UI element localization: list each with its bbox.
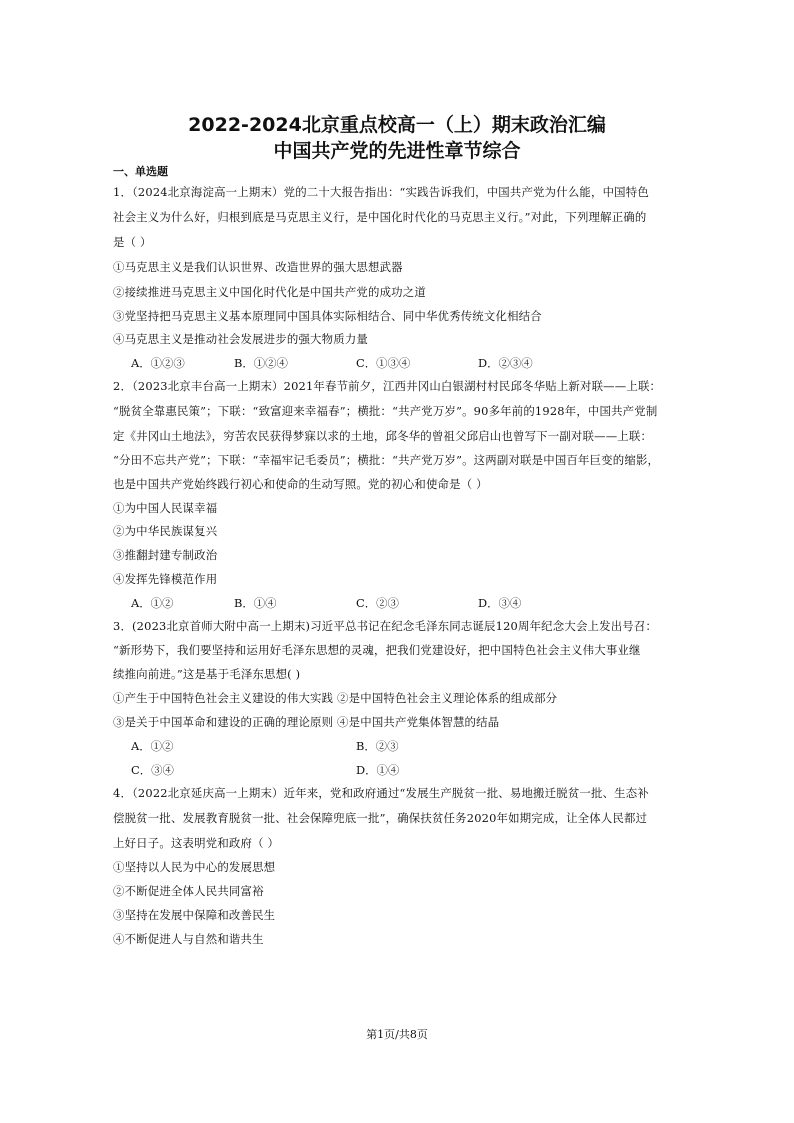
question-1-line: ①马克思主义是我们认识世界、改造世界的强大思想武器 [113, 260, 403, 274]
question-1-line: ②接续推进马克思主义中国化时代化是中国共产党的成功之道 [113, 285, 426, 299]
question-3-line: ③是关于中国革命和建设的正确的理论原则 ④是中国共产党集体智慧的结晶 [113, 715, 500, 729]
question-2-line: 定《井冈山土地法》，穷苦农民获得梦寐以求的土地，邱冬华的曾祖父邱启山也曾写下一副对联——上联： [113, 429, 653, 443]
question-2-line: ①为中国人民谋幸福 [113, 501, 218, 515]
question-3-option: A．①② [131, 739, 174, 753]
question-3-line: 续推向前进。”这是基于毛泽东思想( ) [113, 667, 301, 681]
question-3-line: ①产生于中国特色社会主义建设的伟大实践 ②是中国特色社会主义理论体系的组成部分 [113, 691, 558, 705]
question-4-line: ③坚持在发展中保障和改善民生 [113, 908, 276, 922]
page-number: 第1页/共8页 [366, 1028, 428, 1041]
question-3-option: B．②③ [356, 739, 399, 753]
document-subtitle: 中国共产党的先进性章节综合 [273, 140, 521, 162]
question-1-option: C．①③④ [356, 356, 411, 370]
question-2-option: C．②③ [356, 596, 399, 610]
question-4-line: 偿脱贫一批、发展教育脱贫一批、社会保障兜底一批”，确保扶贫任务2020年如期完成，让全体人民都过 [113, 811, 648, 825]
question-2-line: ④发挥先锋模范作用 [113, 572, 218, 586]
question-1-option: D．②③④ [478, 356, 533, 370]
question-4-line: 4．（2022北京延庆高一上期末）近年来，党和政府通过“发展生产脱贫一批、易地搬迁脱贫一批、生态补 [113, 786, 649, 800]
question-1-line: 是（ ） [113, 235, 152, 249]
question-2-line: “分田不忘共产党”；下联：“幸福牢记毛委员”；横批：“共产党万岁”。这两副对联是中国百年巨变的缩影， [113, 453, 660, 467]
question-4-line: ①坚持以人民为中心的发展思想 [113, 860, 276, 874]
question-2-option: D．③④ [478, 596, 522, 610]
question-4-line: 上好日子。这表明党和政府（ ） [113, 836, 280, 850]
question-1-line: 社会主义为什么好，归根到底是马克思主义行，是中国化时代化的马克思主义行。”对此，下列理解正确的 [113, 210, 647, 224]
question-3-option: D．①④ [356, 763, 400, 777]
question-2-line: ②为中华民族谋复兴 [113, 524, 218, 538]
question-1-option: B．①②④ [234, 356, 288, 370]
question-2-line: “脱贫全靠惠民策”；下联：“致富迎来幸福春”；横批：“共产党万岁”。90多年前的1928年，中国共产党制 [113, 404, 658, 418]
question-2-option: A．①② [131, 596, 174, 610]
question-2-line: 也是中国共产党始终践行初心和使命的生动写照。党的初心和使命是（ ） [113, 477, 488, 491]
question-2-option: B．①④ [234, 596, 277, 610]
question-1-line: ③党坚持把马克思主义基本原理同中国具体实际相结合、同中华优秀传统文化相结合 [113, 309, 542, 323]
question-3-option: C．③④ [131, 763, 174, 777]
question-2-line: ③推翻封建专制政治 [113, 548, 218, 562]
question-2-line: 2．（2023北京丰台高一上期末）2021年春节前夕，江西井冈山白银湖村村民邱冬华贴上新对联——上联： [113, 379, 662, 393]
question-3-line: “新形势下，我们要坚持和运用好毛泽东思想的灵魂，把我们党建设好，把中国特色社会主义伟大事业继 [113, 643, 641, 657]
section-heading: 一、单选题 [113, 165, 168, 178]
question-4-line: ④不断促进人与自然和谐共生 [113, 932, 264, 946]
question-4-line: ②不断促进全体人民共同富裕 [113, 884, 264, 898]
question-1-line: 1．（2024北京海淀高一上期末）党的二十大报告指出：“实践告诉我们，中国共产党为什么能，中国特色 [113, 185, 649, 199]
document-title: 2022-2024北京重点校高一（上）期末政治汇编 [188, 114, 606, 136]
question-3-line: 3．(2023北京首师大附中高一上期末)习近平总书记在纪念毛泽东同志诞辰120周年纪念大会上发出号召： [113, 619, 658, 633]
question-1-option: A．①②③ [131, 356, 185, 370]
question-1-line: ④马克思主义是推动社会发展进步的强大物质力量 [113, 332, 368, 346]
